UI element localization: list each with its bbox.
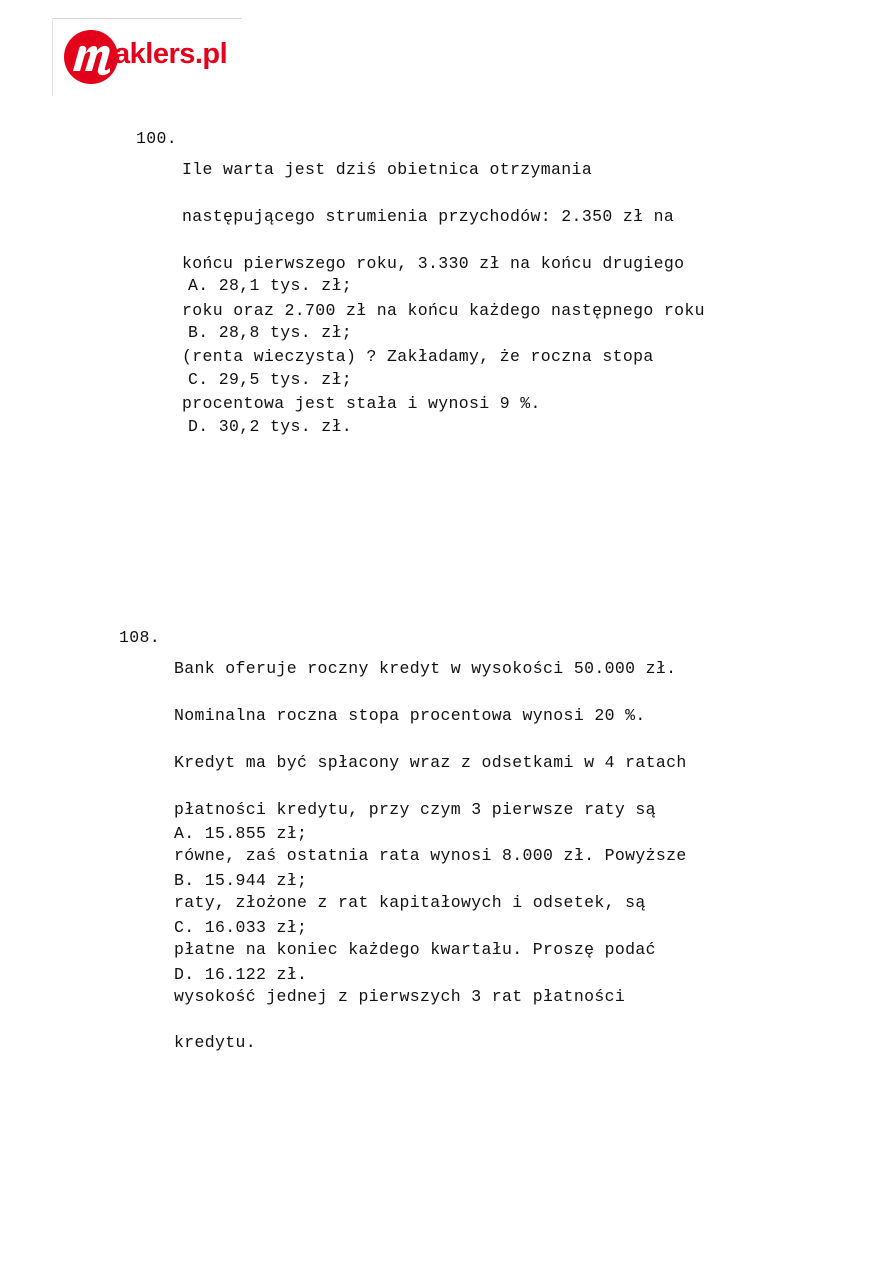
question-line: płatne na koniec każdego kwartału. Proszę podać — [174, 939, 656, 959]
question-line: Ile warta jest dziś obietnica otrzymania — [182, 160, 593, 180]
question-line: kredytu. — [174, 1033, 257, 1053]
answer-option: A. 28,1 tys. zł; — [188, 276, 353, 296]
question-line: płatności kredytu, przy czym 3 pierwsze raty są — [174, 799, 656, 819]
question-line: procentowa jest stała i wynosi 9 %. — [182, 394, 541, 414]
question-number: 100. — [136, 129, 178, 148]
answer-option: B. 15.944 zł; — [174, 870, 308, 890]
answer-option: A. 15.855 zł; — [174, 824, 308, 844]
question-line: (renta wieczysta) ? Zakładamy, że roczna stopa — [182, 347, 654, 367]
answers-108 — [174, 795, 307, 998]
question-line: Bank oferuje roczny kredyt w wysokości 50.000 zł. — [174, 659, 677, 679]
answer-option: D. 30,2 tys. zł. — [188, 416, 353, 436]
answer-option: C. 29,5 tys. zł; — [188, 369, 353, 389]
maklers-logo — [64, 30, 244, 86]
m-glyph-icon — [64, 30, 118, 84]
question-line: następującego strumienia przychodów: 2.350 zł na — [182, 206, 675, 226]
answer-option: B. 28,8 tys. zł; — [188, 322, 353, 342]
question-line: roku oraz 2.700 zł na końcu każdego następnego roku — [182, 300, 705, 320]
question-line: równe, zaś ostatnia rata wynosi 8.000 zł. Powyższe — [174, 846, 687, 866]
answer-option: C. 16.033 zł; — [174, 917, 308, 937]
answers-100 — [188, 247, 352, 450]
question-line: Nominalna roczna stopa procentowa wynosi 20 %. — [174, 705, 646, 725]
question-line: raty, złożone z rat kapitałowych i odsetek, są — [174, 893, 646, 913]
question-number: 108. — [119, 628, 161, 647]
question-line: końcu pierwszego roku, 3.330 zł na końcu drugiego — [182, 253, 685, 273]
logo-text: aklers.pl — [114, 38, 228, 70]
header-side-rule — [52, 18, 53, 96]
question-line: wysokość jednej z pierwszych 3 rat płatności — [174, 986, 626, 1006]
question-line: Kredyt ma być spłacony wraz z odsetkami w 4 ratach — [174, 752, 687, 772]
answer-option: D. 16.122 zł. — [174, 964, 308, 984]
header-rule — [52, 18, 242, 19]
maklers-m-logo-icon — [64, 30, 118, 84]
